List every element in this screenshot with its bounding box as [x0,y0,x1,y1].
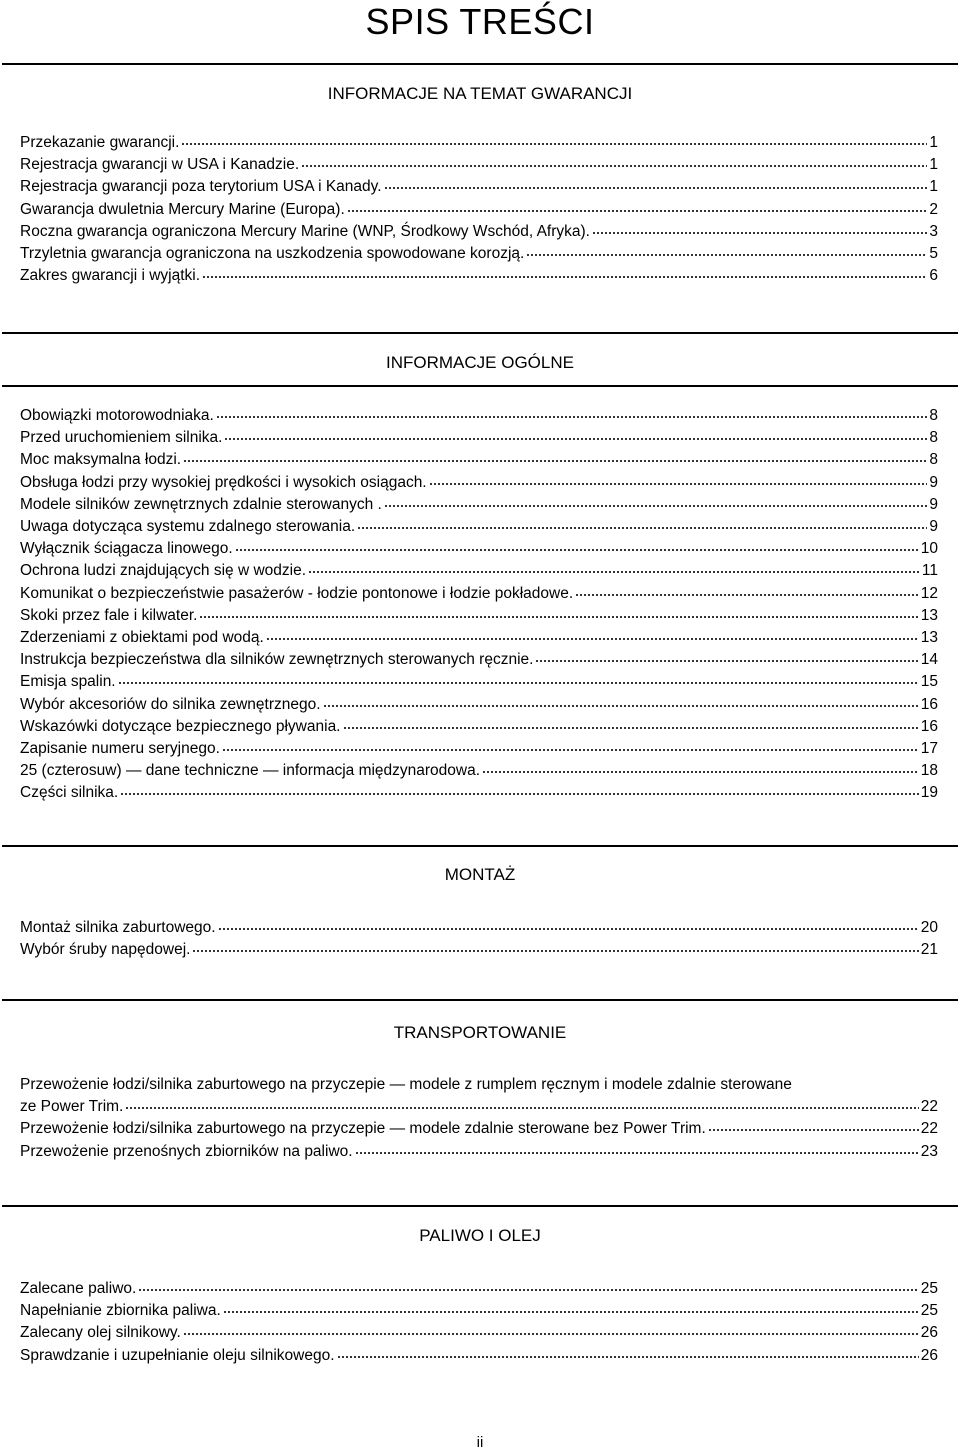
toc-entry[interactable] [20,199,938,221]
toc-entry-title: Gwarancja dwuletnia Mercury Marine (Europa). [20,200,345,218]
dot-leader [222,748,919,752]
toc-entry-title: Wyłącznik ściągacza linowego. [20,540,233,558]
dot-leader [199,615,918,619]
dot-leader [218,927,919,931]
toc-entry-title: Przed uruchomieniem silnika. [20,429,223,447]
toc-entry-title: Trzyletnia gwarancja ograniczona na uszkodzenia spowodowane korozją. [20,245,525,263]
toc-entry-page: 22 [920,1098,938,1116]
dot-leader [482,770,919,774]
dot-leader [347,209,928,213]
toc-entry[interactable] [20,405,938,427]
toc-entry-page: 25 [920,1280,938,1297]
toc-entry[interactable] [20,516,938,538]
section-bottom-rule [2,1205,958,1207]
toc-entry-page: 26 [920,1346,938,1364]
dot-leader [235,548,919,552]
toc-entry-title: Rejestracja gwarancji w USA i Kanadzie. [20,156,300,174]
toc-entry-title: ze Power Trim. [20,1098,124,1116]
dot-leader [323,704,919,708]
toc-entry-title: Przewożenie łodzi/silnika zaburtowego na przyczepie — modele zdalnie sterowane bez Power Trim. [20,1120,706,1138]
section-top-rule [2,845,958,847]
toc-entry[interactable] [20,605,938,627]
toc-entry-title: Uwaga dotycząca systemu zdalnego sterowania. [20,518,356,536]
toc-entry[interactable] [20,538,938,560]
toc-entry-page: 5 [929,245,938,263]
toc-list [20,1074,938,1163]
toc-entry-page: 9 [929,495,938,513]
dot-leader [266,637,919,641]
toc-entry-page: 13 [920,606,938,624]
toc-entry[interactable] [20,939,938,961]
toc-entry-page: 11 [921,562,938,580]
toc-entry-page: 1 [929,156,938,174]
toc-entry-title: Instrukcja bezpieczeństwa dla silników zewnętrznych sterowanych ręcznie. [20,651,534,669]
dot-leader [308,570,920,574]
toc-entry[interactable] [20,265,938,287]
toc-entry[interactable] [20,1300,938,1322]
toc-entry[interactable] [20,1278,938,1300]
dot-leader [384,186,928,190]
dot-leader [429,482,928,486]
toc-entry-title: Przewożenie przenośnych zbiorników na paliwo. [20,1142,353,1160]
page-number: ii [476,1434,484,1451]
dot-leader [708,1128,919,1132]
dot-leader [357,526,927,530]
toc-entry-page: 25 [920,1302,938,1320]
toc-entry-title: Zapisanie numeru seryjnego. [20,740,220,758]
toc-entry[interactable] [20,671,938,693]
dot-leader [120,792,919,796]
toc-entry-title: Wybór akcesoriów do silnika zewnętrznego. [20,695,321,713]
dot-leader [183,459,927,463]
toc-entry-title: 25 (czterosuw) — dane techniczne — informacja międzynarodowa. [20,762,481,780]
toc-entry[interactable] [20,627,938,649]
toc-entry[interactable] [20,649,938,671]
toc-entry-title: Ochrona ludzi znajdujących się w wodzie. [20,562,307,580]
toc-entry-page: 16 [920,695,938,713]
toc-entry[interactable] [20,1118,938,1140]
toc-entry[interactable] [20,1322,938,1344]
toc-entry-page: 2 [929,200,938,218]
toc-list [20,1278,938,1367]
toc-entry-title: Przekazanie gwarancji. [20,134,180,151]
dot-leader [125,1106,918,1110]
toc-entry[interactable] [20,1141,938,1163]
toc-entry[interactable] [20,472,938,494]
toc-entry-page: 9 [929,518,938,536]
section-mounting [0,845,960,1001]
toc-entry-title-line1: Przewożenie łodzi/silnika zaburtowego na przyczepie — modele z rumplem ręcznym i modele zdalnie sterowane [20,1076,792,1093]
section-general-info [0,333,960,387]
toc-entry-title: Zakres gwarancji i wyjątki. [20,267,201,285]
toc-entry-page: 19 [920,784,938,802]
toc-entry-page: 20 [920,919,938,936]
toc-entry-page: 12 [920,584,938,602]
toc-entry[interactable] [20,716,938,738]
toc-entry[interactable] [20,176,938,198]
toc-entry-page: 3 [929,222,938,240]
toc-entry[interactable] [20,560,938,582]
toc-entry[interactable] [20,694,938,716]
toc-entry-title: Obsługa łodzi przy wysokiej prędkości i wysokich osiągach. [20,473,427,491]
toc-entry-title: Moc maksymalna łodzi. [20,451,182,469]
dot-leader [181,142,927,146]
toc-entry-page: 8 [929,451,938,469]
toc-entry-title: Modele silników zewnętrznych zdalnie sterowanych . [20,495,382,513]
dot-leader [216,415,928,419]
toc-entry-page: 15 [920,673,938,691]
toc-entry-title: Wskazówki dotyczące bezpiecznego pływania. [20,717,341,735]
section-title: TRANSPORTOWANIE [393,1023,567,1042]
toc-entry-title: Wybór śruby napędowej. [20,941,191,959]
toc-entry[interactable] [20,221,938,243]
toc-entry-title: Skoki przez fale i kilwater. [20,606,198,624]
dot-leader [224,437,927,441]
toc-entry-title: Komunikat o bezpieczeństwie pasażerów - łodzie pontonowe i łodzie pokładowe. [20,584,574,602]
toc-entry-page: 16 [920,717,938,735]
toc-entry-page: 18 [920,762,938,780]
dot-leader [183,1332,919,1336]
toc-entry-page: 13 [920,629,938,647]
toc-list [20,405,938,805]
dot-leader [355,1151,919,1155]
dot-leader [575,593,919,597]
dot-leader [535,659,918,663]
toc-entry-title: Roczna gwarancja ograniczona Mercury Marine (WNP, Środkowy Wschód, Afryka). [20,222,590,240]
toc-entry[interactable] [20,427,938,449]
toc-entry-page: 8 [929,429,938,447]
toc-entry-page: 22 [920,1120,938,1138]
dot-leader [192,949,918,953]
toc-entry[interactable] [20,494,938,516]
section-bottom-rule [2,385,958,387]
toc-entry-page: 6 [929,267,938,285]
toc-list [20,132,938,287]
toc-entry-title: Rejestracja gwarancji poza terytorium USA i Kanady. [20,178,382,196]
toc-entry-page: 23 [920,1142,938,1160]
toc-entry[interactable] [20,782,938,804]
toc-entry-title: Zderzeniami z obiektami pod wodą. [20,629,264,647]
section-transport [0,1000,960,1207]
toc-entry[interactable] [20,243,938,265]
dot-leader [202,275,927,279]
dot-leader [118,681,919,685]
section-title: INFORMACJE NA TEMAT GWARANCJI [327,84,633,103]
toc-entry-page: 10 [920,540,938,558]
dot-leader [384,504,928,508]
toc-entry[interactable] [20,1074,938,1118]
section-top-rule [2,63,958,65]
dot-leader [526,253,927,257]
toc-entry[interactable] [20,449,938,471]
dot-leader [343,726,919,730]
dot-leader [592,231,927,235]
toc-entry-page: 26 [920,1324,938,1342]
toc-entry-title: Obowiązki motorowodniaka. [20,407,214,424]
toc-entry[interactable] [20,583,938,605]
dot-leader [337,1355,919,1359]
toc-entry[interactable] [20,1345,938,1367]
toc-entry-page: 17 [920,740,938,758]
toc-entry-page: 21 [920,941,938,959]
toc-entry-title: Sprawdzanie i uzupełnianie oleju silnikowego. [20,1346,335,1364]
toc-entry-title: Zalecany olej silnikowy. [20,1324,181,1342]
section-title: INFORMACJE OGÓLNE [386,353,574,372]
toc-list [20,917,938,961]
page-title: SPIS TREŚCI [365,1,595,42]
toc-entry-title: Części silnika. [20,784,119,802]
dot-leader [223,1310,919,1314]
toc-entry[interactable] [20,132,938,154]
toc-entry-title: Emisja spalin. [20,673,116,691]
toc-entry-page: 1 [929,178,938,196]
section-title: PALIWO I OLEJ [419,1226,541,1245]
toc-entry-title: Montaż silnika zaburtowego. [20,919,216,936]
toc-entry-title: Zalecane paliwo. [20,1280,137,1297]
toc-entry-page: 14 [920,651,938,669]
section-warranty [0,63,960,334]
toc-entry[interactable] [20,917,938,939]
toc-entry[interactable] [20,738,938,760]
toc-entry-title: Napełnianie zbiornika paliwa. [20,1302,221,1320]
dot-leader [138,1288,918,1292]
dot-leader [301,164,927,168]
toc-entry[interactable] [20,154,938,176]
toc-entry-page: 1 [929,134,938,151]
section-title: MONTAŻ [444,865,516,884]
toc-entry-page: 8 [929,407,938,424]
toc-entry-page: 9 [929,473,938,491]
toc-entry[interactable] [20,760,938,782]
